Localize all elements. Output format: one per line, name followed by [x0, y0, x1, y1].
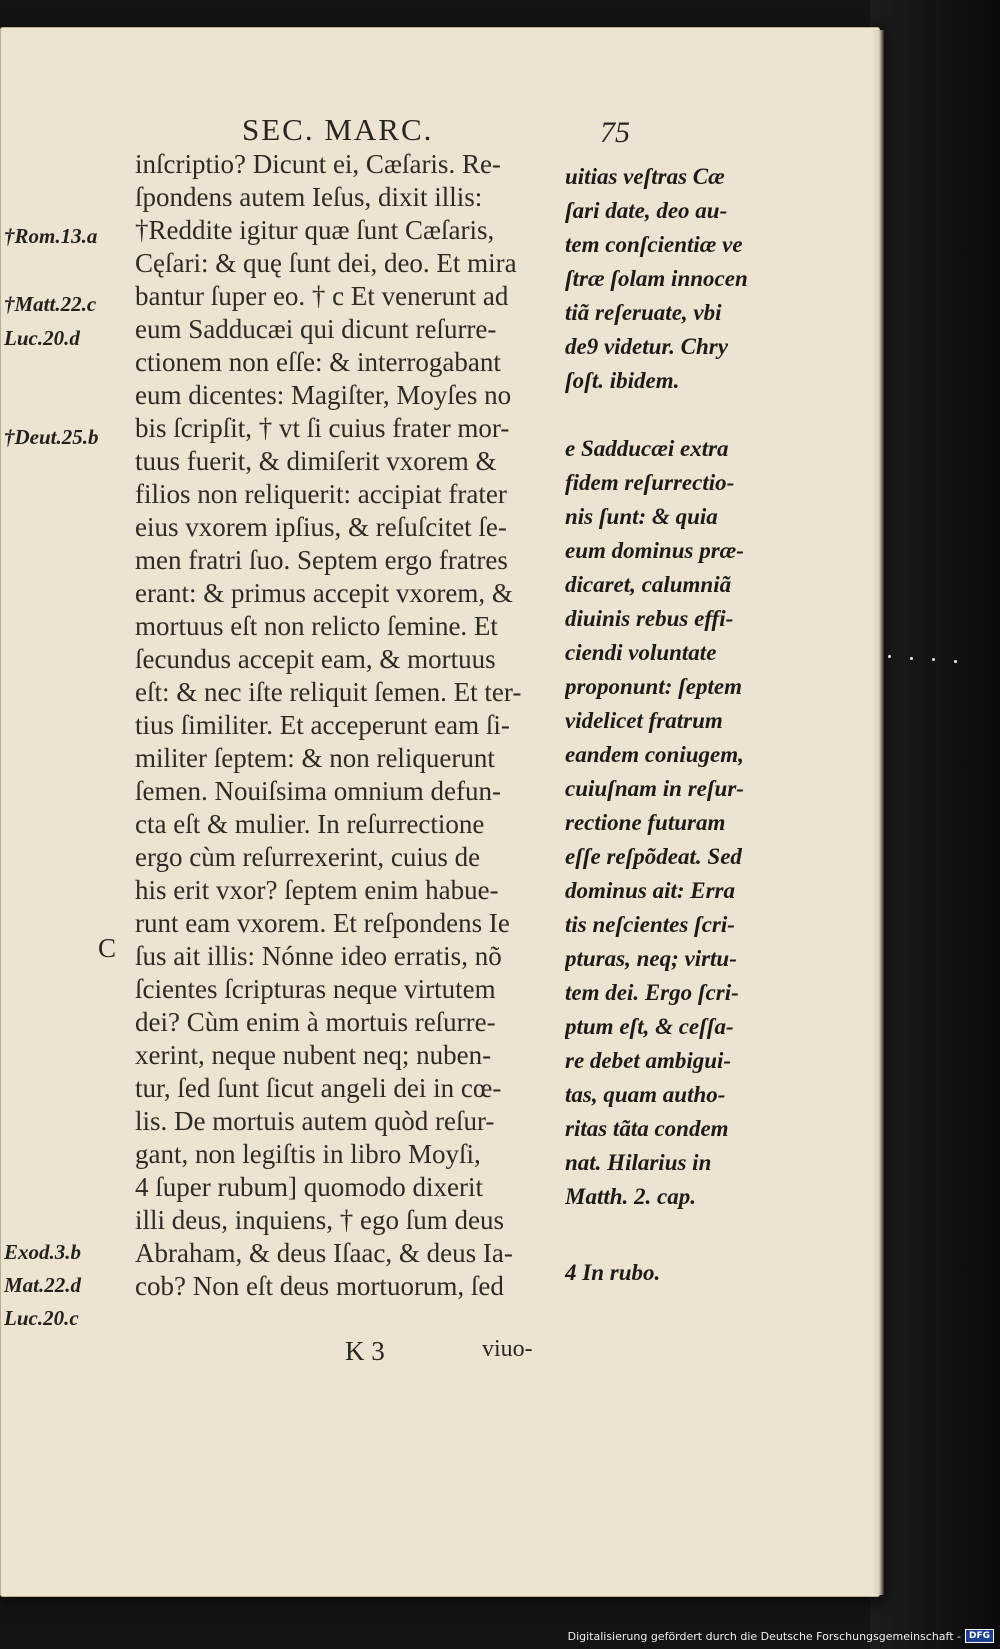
edge-mark [888, 655, 891, 658]
text-line: ſemen. Nouiſsima omnium defun- [135, 776, 501, 806]
text-line: bantur ſuper eo. † c Et venerunt ad [135, 281, 509, 311]
text-line: inſcriptio? Dicunt ei, Cæſaris. Re- [135, 149, 501, 179]
edge-mark [932, 658, 935, 661]
marginal-gloss-column [565, 160, 780, 1214]
gloss-line [565, 398, 780, 432]
cross-reference: †Matt.22.c [4, 292, 97, 316]
gloss-line: tis neſcientes ſcri- [565, 912, 735, 937]
gloss-line: uitias veſtras Cæ [565, 164, 725, 189]
gloss-line: eſſe reſpõdeat. Sed [565, 844, 742, 869]
gloss-line: nis ſunt: & quia [565, 504, 718, 529]
running-header: SEC. MARC. [242, 112, 434, 147]
gloss-line: tas, quam autho- [565, 1082, 726, 1107]
cross-reference: †Rom.13.a [4, 224, 98, 248]
text-line: eſt: & nec iſte reliquit ſemen. Et ter- [135, 677, 522, 707]
gloss-line: dicaret, calumniã [565, 572, 732, 597]
gloss-line: tiã reſeruate, vbi [565, 300, 722, 325]
gloss-line: tem dei. Ergo ſcri- [565, 980, 739, 1005]
gloss-line: tem conſcientiæ ve [565, 232, 743, 257]
gloss-line: eum dominus præ- [565, 538, 744, 563]
text-line: ctionem non eſſe: & interrogabant [135, 347, 501, 377]
gloss-line: ciendi voluntate [565, 640, 717, 665]
gloss-line: de9 videtur. Chry [565, 334, 728, 359]
gloss-line: diuinis rebus effi- [565, 606, 734, 631]
edge-mark [954, 660, 957, 663]
digitization-credit [568, 1629, 994, 1643]
gloss-line: ſoſt. ibidem. [565, 368, 680, 393]
gloss-line: ptum eſt, & ceſſa- [565, 1014, 734, 1039]
gloss-line: fidem reſurrectio- [565, 470, 735, 495]
gloss-line: rectione futuram [565, 810, 726, 835]
text-line: tius ſimiliter. Et acceperunt eam ſi- [135, 710, 510, 740]
cross-reference: Luc.20.c [4, 1306, 79, 1330]
text-line: illi deus, inquiens, † ego ſum deus [135, 1205, 504, 1235]
text-line: tur, ſed ſunt ſicut angeli dei in cœ- [135, 1073, 502, 1103]
text-line: eum Sadducæi qui dicunt reſurre- [135, 314, 497, 344]
text-line: cta eſt & mulier. In reſurrectione [135, 809, 485, 839]
gloss-line: Matth. 2. cap. [565, 1184, 696, 1209]
text-line: tuus fuerit, & dimiſerit vxorem & [135, 446, 497, 476]
gloss-line: cuiuſnam in reſur- [565, 776, 744, 801]
gloss-line: eandem coniugem, [565, 742, 744, 767]
gloss-line: videlicet fratrum [565, 708, 723, 733]
dfg-logo: DFG [965, 1629, 994, 1643]
text-line: Abraham, & deus Iſaac, & deus Ia- [135, 1238, 513, 1268]
text-line: cob? Non eſt deus mortuorum, ſed [135, 1271, 504, 1301]
gloss-line: ritas tãta condem [565, 1116, 729, 1141]
text-line: runt eam vxorem. Et reſpondens Ie [135, 908, 510, 938]
cross-reference: Mat.22.d [4, 1273, 82, 1297]
text-line: men fratri ſuo. Septem ergo fratres [135, 545, 508, 575]
text-line: filios non reliquerit: accipiat frater [135, 479, 507, 509]
gloss-line: re debet ambigui- [565, 1048, 732, 1073]
text-line: 4 ſuper rubum] quomodo dixerit [135, 1172, 483, 1202]
credit-text: Digitalisierung gefördert durch die Deutsche Forschungsgemeinschaft - [567, 1629, 961, 1643]
text-line: lis. De mortuis autem quòd reſur- [135, 1106, 495, 1136]
text-line: dei? Cùm enim à mortuis reſurre- [135, 1007, 496, 1037]
marginal-note: 4 In rubo. [565, 1260, 661, 1285]
signature-mark: K 3 [345, 1336, 385, 1366]
text-line: †Reddite igitur quæ ſunt Cæſaris, [135, 215, 495, 245]
text-line: ergo cùm reſurrexerint, cuius de [135, 842, 481, 872]
text-line: xerint, neque nubent neq; nuben- [135, 1040, 492, 1070]
text-line: eum dicentes: Magiſter, Moyſes no [135, 380, 512, 410]
text-line: his erit vxor? ſeptem enim habue- [135, 875, 499, 905]
text-line: militer ſeptem: & non reliquerunt [135, 743, 495, 773]
gloss-line: proponunt: ſeptem [565, 674, 742, 699]
page-number: 75 [600, 116, 630, 149]
text-line: bis ſcripſit, † vt ſi cuius frater mor- [135, 413, 510, 443]
gloss-line: pturas, neq; virtu- [565, 946, 737, 971]
page-edge [872, 30, 884, 1595]
text-line: gant, non legiſtis in libro Moyſi, [135, 1139, 481, 1169]
text-line: Cęſari: & quę ſunt dei, deo. Et mira [135, 248, 517, 278]
section-letter: C [98, 933, 117, 963]
gloss-line: ſari date, deo au- [565, 198, 728, 223]
text-line: ſcientes ſcripturas neque virtutem [135, 974, 496, 1004]
text-line: eius vxorem ipſius, & reſuſcitet ſe- [135, 512, 507, 542]
cross-reference: †Deut.25.b [4, 425, 99, 449]
main-text-column [135, 148, 565, 1303]
cross-reference: Exod.3.b [4, 1240, 82, 1264]
text-line: ſus ait illis: Nónne ideo erratis, nõ [135, 941, 502, 971]
text-line: ſecundus accepit eam, & mortuus [135, 644, 496, 674]
edge-mark [910, 657, 913, 660]
cross-reference: Luc.20.d [4, 326, 80, 350]
gloss-line: e Sadducæi extra [565, 436, 729, 461]
text-line: erant: & primus accepit vxorem, & [135, 578, 513, 608]
text-line: ſpondens autem Ieſus, dixit illis: [135, 182, 483, 212]
background-shadow [870, 0, 1000, 1649]
gloss-line: nat. Hilarius in [565, 1150, 712, 1175]
text-line: mortuus eſt non relicto ſemine. Et [135, 611, 498, 641]
gloss-line: ſtræ ſolam innocen [565, 266, 748, 291]
catchword: viuo- [482, 1336, 533, 1362]
gloss-line: dominus ait: Erra [565, 878, 735, 903]
